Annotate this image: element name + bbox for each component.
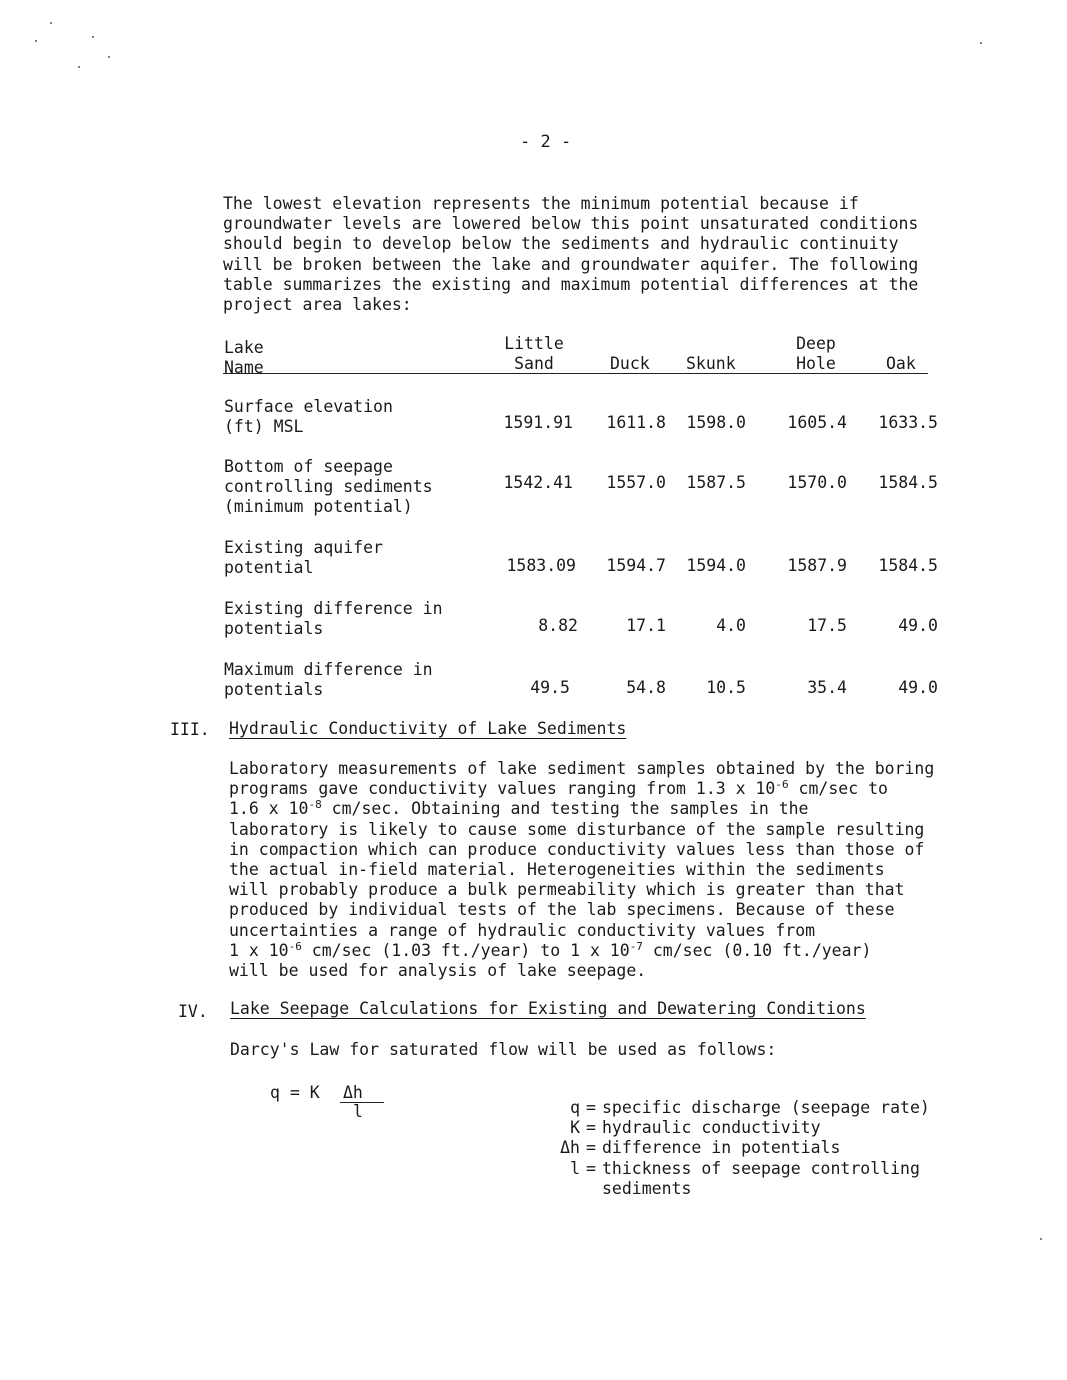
cell-value: 49.0 xyxy=(898,616,938,635)
cell-value: 1591.91 xyxy=(503,413,573,432)
header-line: Sand xyxy=(514,354,554,373)
definition-row xyxy=(540,1098,930,1118)
cell-value: 1605.4 xyxy=(787,413,847,432)
equals-sign: = xyxy=(586,1158,596,1178)
row-label-bottom-of-seepage: Bottom of seepage controlling sediments (minimum potential) xyxy=(224,457,433,516)
cell-value: 1570.0 xyxy=(787,473,847,492)
exponent: -6 xyxy=(288,939,302,953)
text-line xyxy=(229,860,934,880)
text-run: the actual in-field material. Heterogeneities within the sediments xyxy=(229,860,885,880)
header-deep-hole xyxy=(793,334,839,374)
text-line: should begin to develop below the sediments and hydraulic continuity xyxy=(223,234,899,254)
header-oak: Oak xyxy=(886,354,916,373)
cell-value: 4.0 xyxy=(716,616,746,635)
scan-speck xyxy=(50,22,52,24)
text-line xyxy=(229,820,934,840)
cell-value: 1594.7 xyxy=(606,556,666,575)
text-line xyxy=(229,799,934,819)
definition-symbol: l xyxy=(570,1158,580,1178)
header-label-line: Lake xyxy=(224,338,264,357)
definition-text: hydraulic conductivity xyxy=(602,1118,821,1138)
cell-value: 17.5 xyxy=(807,616,847,635)
text-run: in compaction which can produce conductivity values less than those of xyxy=(229,839,925,859)
text-run: produced by individual tests of the lab specimens. Because of these xyxy=(229,900,895,920)
text-line: groundwater levels are lowered below this point unsaturated conditions xyxy=(223,214,919,234)
header-line: Hole xyxy=(796,354,836,373)
text-line xyxy=(229,941,934,961)
text-line xyxy=(229,880,934,900)
header-skunk: Skunk xyxy=(686,354,736,373)
text-line: The lowest elevation represents the minimum potential because if xyxy=(223,194,859,213)
section-3-paragraph xyxy=(229,759,934,981)
cell-value: 54.8 xyxy=(626,678,666,697)
text-line: project area lakes: xyxy=(223,295,412,315)
cell-value: 1557.0 xyxy=(606,473,666,492)
definition-row xyxy=(540,1159,930,1199)
header-little-sand xyxy=(503,334,565,374)
text-run: 1.6 x 10 xyxy=(229,799,309,819)
cell-value: 1587.5 xyxy=(686,473,746,492)
equals-sign: = xyxy=(586,1118,596,1138)
exponent: -6 xyxy=(775,778,789,792)
text-run: 1 x 10 xyxy=(229,940,289,960)
header-duck: Duck xyxy=(610,354,650,373)
row-label-maximum-difference: Maximum difference in potentials xyxy=(224,660,433,699)
definition-row xyxy=(540,1118,930,1138)
cell-value: 1587.9 xyxy=(787,556,847,575)
text-line xyxy=(229,759,934,779)
cell-value: 1594.0 xyxy=(686,556,746,575)
cell-value: 49.0 xyxy=(898,678,938,697)
cell-value: 17.1 xyxy=(626,616,666,635)
cell-value: 49.5 xyxy=(530,678,570,697)
header-line: Little xyxy=(504,334,564,353)
row-label-existing-aquifer: Existing aquifer potential xyxy=(224,538,383,577)
text-run: cm/sec (0.10 ft./year) xyxy=(642,940,872,960)
section-4-title: Lake Seepage Calculations for Existing and Dewatering Conditions xyxy=(230,999,866,1018)
text-line xyxy=(229,921,934,941)
section-3-number: III. xyxy=(170,720,210,739)
scan-speck xyxy=(78,66,80,68)
scan-speck xyxy=(92,36,94,38)
formula-lhs: q = K xyxy=(270,1083,320,1102)
text-line xyxy=(229,840,934,860)
definition-text: difference in potentials xyxy=(602,1138,841,1158)
section-4-number: IV. xyxy=(178,1002,208,1021)
scan-speck xyxy=(35,40,37,42)
cell-value: 35.4 xyxy=(807,678,847,697)
scan-speck xyxy=(1040,1238,1042,1240)
section-3-title: Hydraulic Conductivity of Lake Sediments xyxy=(229,719,627,738)
cell-value: 8.82 xyxy=(538,616,578,635)
text-run: laboratory is likely to cause some disturbance of the sample resulting xyxy=(229,819,925,839)
text-run: cm/sec to xyxy=(788,779,888,799)
text-run: Laboratory measurements of lake sediment samples obtained by the boring xyxy=(229,759,935,778)
variable-definitions xyxy=(540,1098,930,1199)
equals-sign: = xyxy=(586,1138,596,1158)
cell-value: 1542.41 xyxy=(503,473,573,492)
text-line xyxy=(229,779,934,799)
definition-symbol: q xyxy=(570,1098,580,1117)
definition-row xyxy=(540,1138,930,1158)
formula-denominator: l xyxy=(353,1102,363,1121)
scan-speck xyxy=(108,56,110,58)
header-rule xyxy=(223,373,928,374)
text-run: will probably produce a bulk permeability which is greater than that xyxy=(229,880,905,900)
definition-symbol: Δh xyxy=(560,1138,580,1158)
definition-symbol: K xyxy=(570,1118,580,1138)
header-lake-name xyxy=(224,338,264,378)
cell-value: 1598.0 xyxy=(686,413,746,432)
text-run: cm/sec (1.03 ft./year) to 1 x 10 xyxy=(301,940,630,960)
text-line xyxy=(229,961,934,981)
definition-text: thickness of seepage controlling sediments xyxy=(602,1158,920,1198)
text-line: table summarizes the existing and maximum potential differences at the xyxy=(223,274,919,294)
intro-paragraph xyxy=(223,194,918,315)
text-line: will be broken between the lake and groundwater aquifer. The following xyxy=(223,254,919,274)
cell-value: 1584.5 xyxy=(878,473,938,492)
text-run: cm/sec. Obtaining and testing the samples in the xyxy=(321,799,809,819)
text-run: will be used for analysis of lake seepage. xyxy=(229,961,647,981)
definition-text: specific discharge (seepage rate) xyxy=(602,1098,930,1117)
cell-value: 1611.8 xyxy=(606,413,666,432)
cell-value: 1583.09 xyxy=(506,556,576,575)
text-run: programs gave conductivity values ranging from 1.3 x 10 xyxy=(229,779,776,799)
cell-value: 1633.5 xyxy=(878,413,938,432)
header-label-line: Name xyxy=(224,358,264,377)
page-number: - 2 - xyxy=(520,132,572,152)
exponent: -7 xyxy=(629,939,643,953)
formula-numerator: Δh xyxy=(343,1083,363,1102)
cell-value: 1584.5 xyxy=(878,556,938,575)
text-line xyxy=(229,900,934,920)
row-label-existing-difference: Existing difference in potentials xyxy=(224,599,443,638)
header-line: Deep xyxy=(796,334,836,353)
scan-speck xyxy=(980,42,982,44)
darcy-intro: Darcy's Law for saturated flow will be used as follows: xyxy=(230,1040,777,1059)
cell-value: 10.5 xyxy=(706,678,746,697)
exponent: -8 xyxy=(308,798,322,812)
equals-sign: = xyxy=(586,1098,596,1117)
text-run: uncertainties a range of hydraulic conductivity values from xyxy=(229,920,816,940)
row-label-surface-elevation: Surface elevation (ft) MSL xyxy=(224,397,393,436)
